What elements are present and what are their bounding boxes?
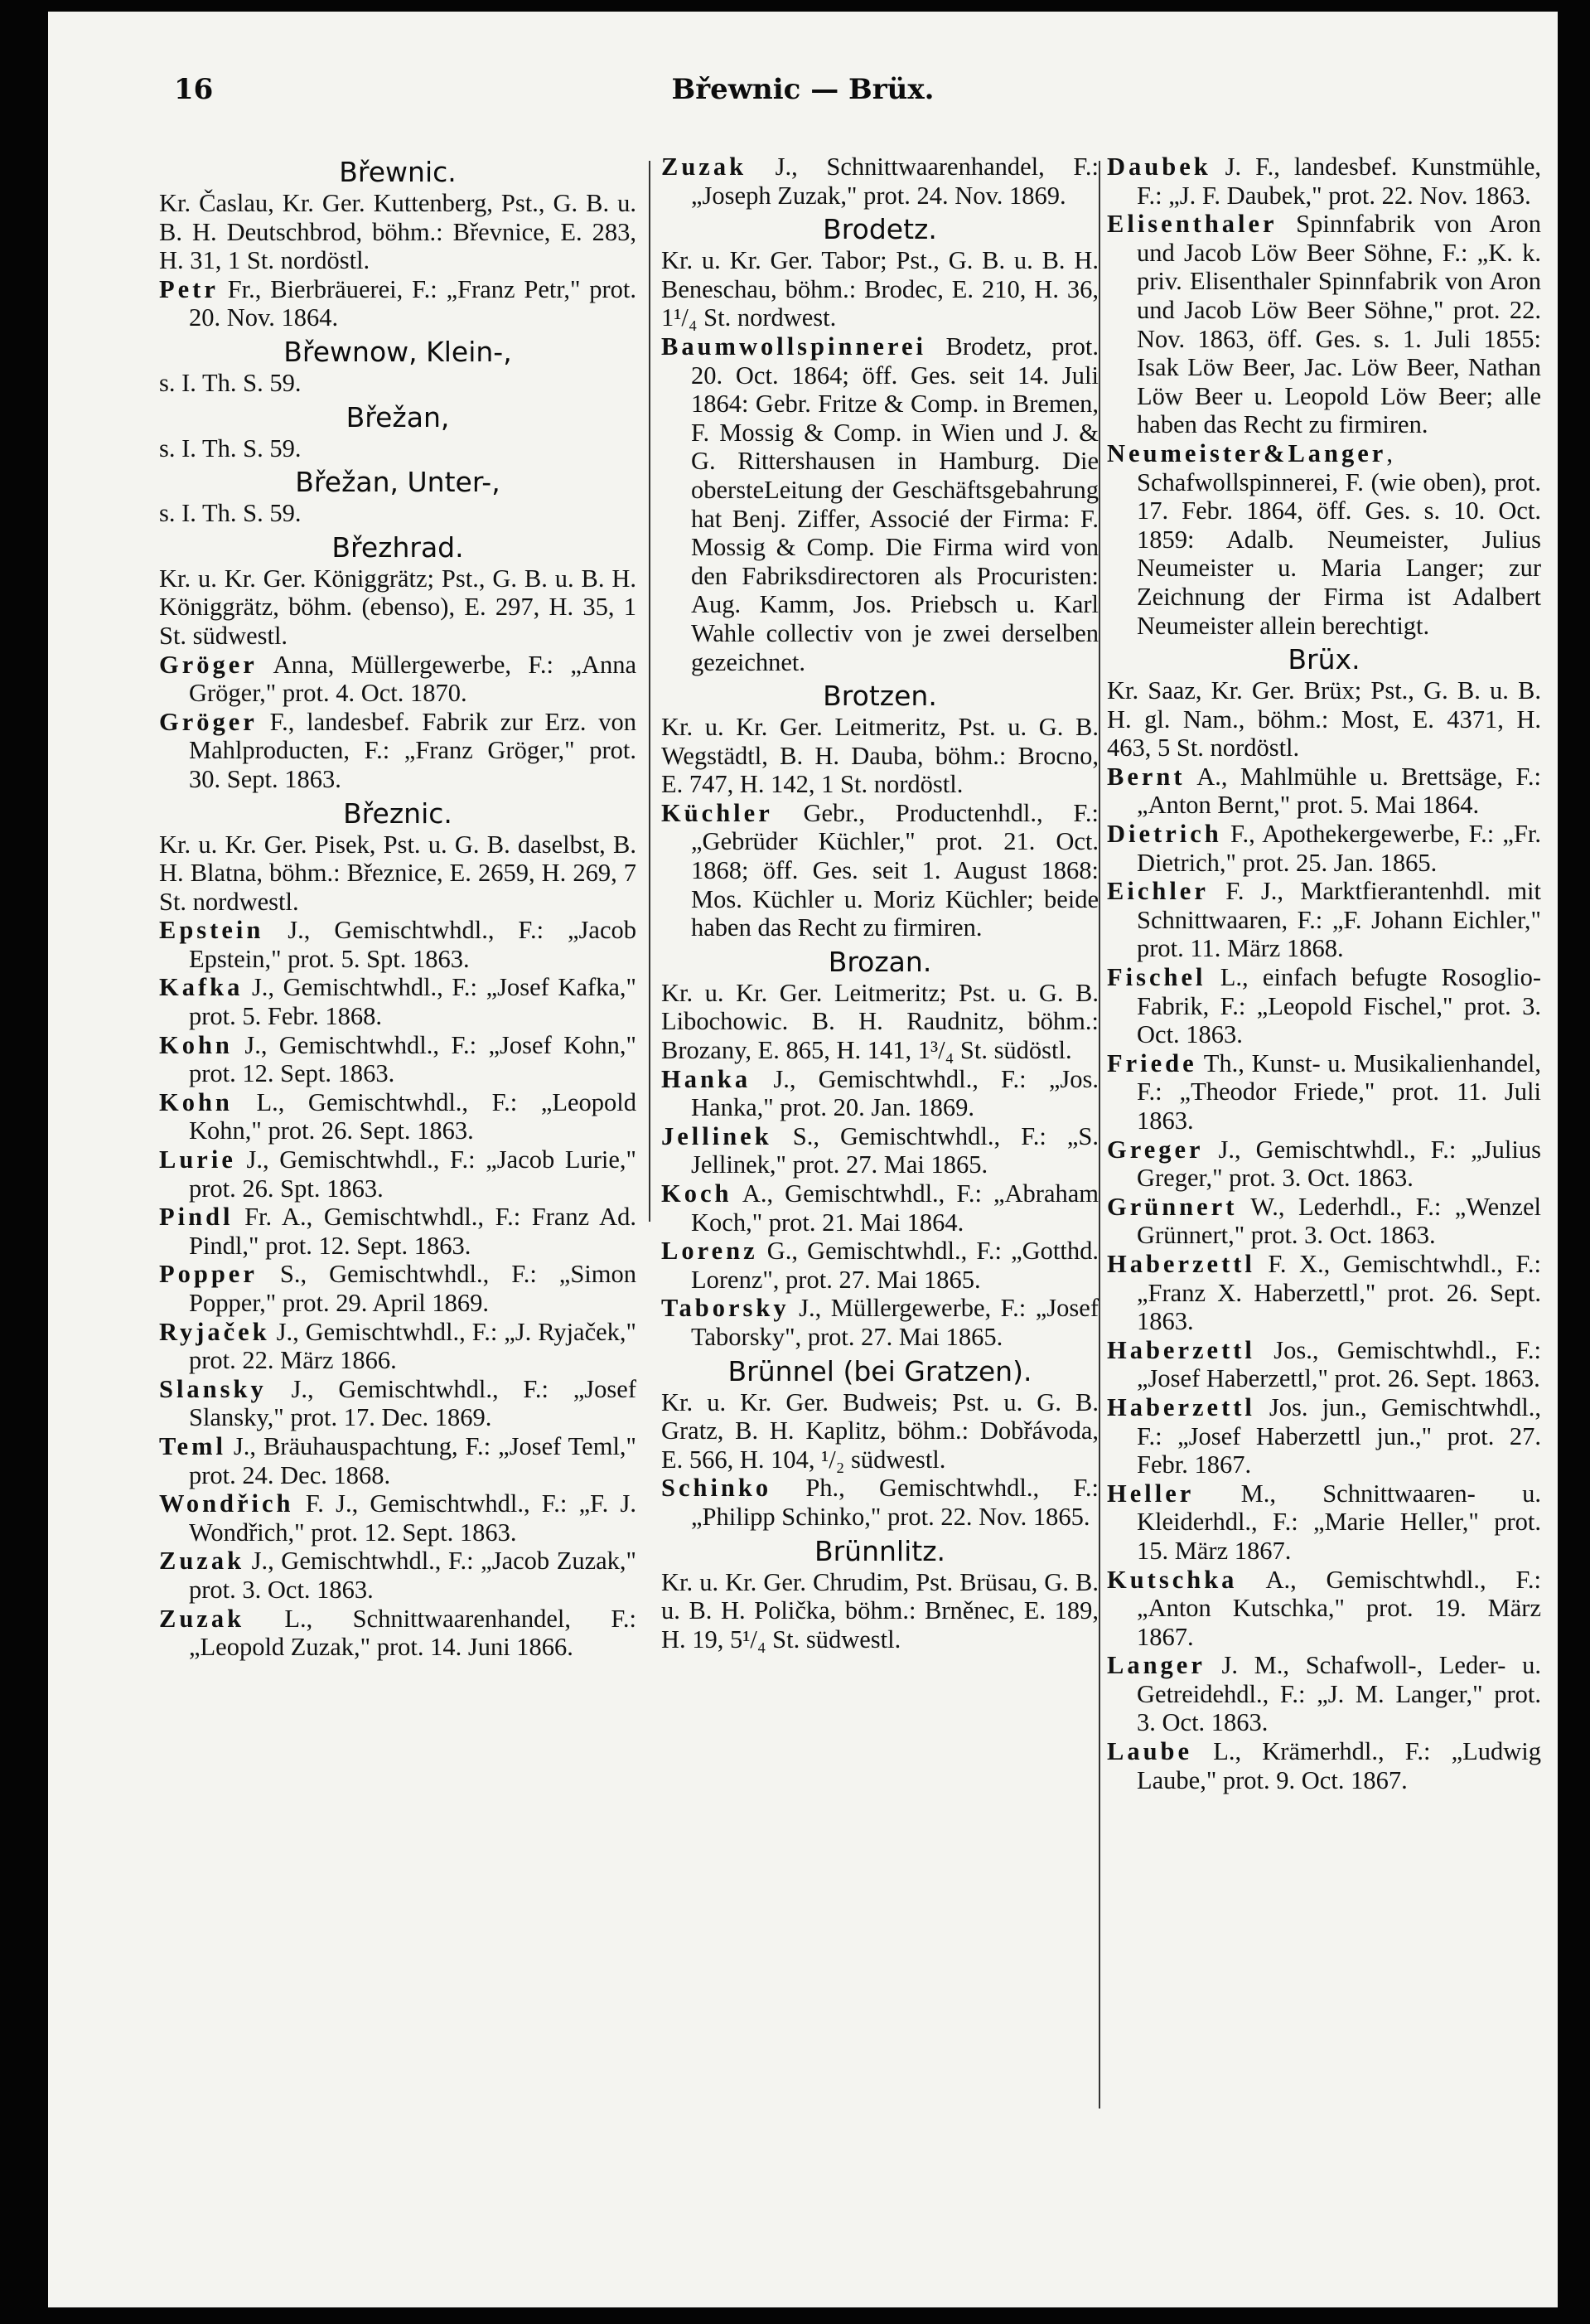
firm-name: Kutschka: [1107, 1565, 1238, 1594]
firm-details: J., Gemischtwhdl., F.: „Josef Kohn," prot. 12. Sept. 1863.: [189, 1030, 636, 1088]
firm-name: Greger: [1107, 1135, 1204, 1164]
firm-name: Küchler: [661, 798, 773, 827]
place-heading: Břežan,: [346, 400, 450, 433]
firm-entry: [1107, 1049, 1541, 1135]
firm-details: A., Gemischtwhdl., F.: „Abraham Koch," prot. 21. Mai 1864.: [691, 1179, 1099, 1237]
firm-entry: [1107, 1135, 1541, 1193]
column-rule-right: [1099, 161, 1100, 2109]
firm-name: Epstein: [159, 916, 264, 945]
place-heading: Brozan.: [828, 945, 932, 978]
firm-name: Daubek: [1107, 153, 1211, 181]
firm-name: Slansky: [159, 1374, 267, 1403]
firm-entry: [661, 332, 1099, 676]
firm-entry: [159, 973, 636, 1030]
firm-name: Teml: [159, 1431, 226, 1460]
firm-entry: [159, 1318, 636, 1375]
firm-details: J., Gemischtwhdl., F.: „Josef Slansky," prot. 17. Dec. 1869.: [189, 1374, 636, 1432]
place-description: s. I. Th. S. 59.: [159, 368, 302, 397]
firm-details: Anna, Müllergewerbe, F.: „Anna Gröger," prot. 4. Oct. 1870.: [189, 650, 636, 708]
firm-details: J., Gemischtwhdl., F.: „Julius Greger," prot. 3. Oct. 1863.: [1137, 1135, 1541, 1193]
firm-entry: [1107, 1250, 1541, 1336]
firm-details: Th., Kunst- u. Musikalienhandel, F.: „Theodor Friede," prot. 11. Juli 1863.: [1137, 1048, 1541, 1135]
firm-entry: [159, 916, 636, 973]
firm-details: J., Gemischtwhdl., F.: „Jacob Lurie," prot. 26. Spt. 1863.: [189, 1145, 636, 1203]
firm-entry: [1107, 153, 1541, 210]
firm-details: A., Mahlmühle u. Brettsäge, F.: „Anton Bernt," prot. 5. Mai 1864.: [1137, 762, 1541, 820]
place-heading: Břewnic.: [339, 156, 457, 188]
firm-details: J., Gemischtwhdl., F.: „Jos. Hanka," prot. 20. Jan. 1869.: [691, 1064, 1099, 1122]
firm-details: L., einfach befugte Rosoglio-Fabrik, F.: „Leopold Fischel," prot. 3. Oct. 1863.: [1137, 963, 1541, 1049]
firm-name: Bernt: [1107, 762, 1186, 791]
place-description: s. I. Th. S. 59.: [159, 433, 302, 462]
firm-details: Brodetz, prot. 20. Oct. 1864; öff. Ges. seit 14. Juli 1864: Gebr. Fritze & Comp. in Bremen, F. Mossig & Comp. in Wien und J. & G. Rittershausen in Hamburg. Die obersteLeitung der Geschäftsgebahrung hat Benj. Ziffer, Associé der Firma: F. Mossig & Comp. Die Firma wird von den Fabriksdirectoren als Procuristen: Aug. Kamm, Jos. Priebsch u. Karl Wahle collectiv von je zwei derselben gezeichnet.: [691, 332, 1099, 676]
firm-name: Pindl: [159, 1203, 234, 1232]
firm-entry: [1107, 1193, 1541, 1250]
column-2: [661, 153, 1099, 2200]
firm-details: F. J., Gemischtwhdl., F.: „F. J. Wondřich," prot. 12. Sept. 1863.: [189, 1489, 636, 1547]
firm-entry: [1107, 1393, 1541, 1479]
firm-entry: [1107, 439, 1541, 640]
firm-name: Friede: [1107, 1048, 1197, 1077]
firm-details: Gebr., Productenhdl., F.: „Gebrüder Küchler," prot. 21. Oct. 1868; öff. Ges. seit 1. August 1868: Mos. Küchler u. Moriz Küchler; beide haben das Recht zu firmiren.: [691, 798, 1099, 942]
firm-name: Hanka: [661, 1064, 752, 1093]
place-heading: Brüx.: [1288, 643, 1360, 676]
firm-entry: [159, 1489, 636, 1547]
firm-name: Grünnert: [1107, 1192, 1238, 1221]
firm-name: Haberzettl: [1107, 1335, 1255, 1364]
place-heading: Brodetz.: [823, 213, 937, 246]
firm-name: Kohn: [159, 1087, 233, 1116]
firm-name: Langer: [1107, 1651, 1206, 1680]
book-page: [48, 12, 1558, 2307]
place-description: Kr. Saaz, Kr. Ger. Brüx; Pst., G. B. u. B. H. gl. Nam., böhm.: Most, E. 4371, H. 463, 5 St. nordöstl.: [1107, 676, 1541, 763]
place-description: Kr. u. Kr. Ger. Leitmeritz; Pst. u. G. B. Libochowic. B. H. Raudnitz, böhm.: Brozany, E. 865, H. 141, 1³/₄ St. südöstl.: [661, 978, 1099, 1065]
firm-details: J. F., landesbef. Kunstmühle, F.: „J. F. Daubek," prot. 22. Nov. 1863.: [1137, 153, 1541, 210]
firm-name: Lurie: [159, 1145, 236, 1174]
firm-entry: [1107, 820, 1541, 877]
firm-entry: [1107, 1336, 1541, 1393]
place-heading: Brünnlitz.: [814, 1534, 946, 1567]
firm-name: Haberzettl: [1107, 1392, 1255, 1421]
firm-name: Kohn: [159, 1030, 233, 1059]
firm-name: Elisenthaler: [1107, 210, 1278, 239]
firm-entry: [159, 275, 636, 332]
firm-entry: [159, 1260, 636, 1317]
firm-entry: [661, 1065, 1099, 1122]
running-title: Břewnic — Brüx.: [671, 73, 935, 106]
firm-entry: [1107, 1737, 1541, 1794]
firm-entry: [661, 1122, 1099, 1179]
firm-name: Schinko: [661, 1474, 772, 1503]
place-description: s. I. Th. S. 59.: [159, 499, 302, 528]
place-heading: Brünnel (bei Gratzen).: [727, 1354, 1032, 1387]
firm-details: Fr., Bierbräuerei, F.: „Franz Petr," prot. 20. Nov. 1864.: [189, 274, 636, 332]
firm-name: Kafka: [159, 973, 244, 1002]
place-heading: Brotzen.: [823, 680, 937, 713]
firm-entry: [661, 1237, 1099, 1294]
firm-details: Ph., Gemischtwhdl., F.: „Philipp Schinko," prot. 22. Nov. 1865.: [691, 1474, 1099, 1531]
firm-entry: [159, 1375, 636, 1432]
column-rule-left: [649, 161, 650, 1222]
firm-entry: [159, 1547, 636, 1604]
place-description: Kr. Časlau, Kr. Ger. Kuttenberg, Pst., G. B. u. B. H. Deutschbrod, böhm.: Břevnice, E. 283, H. 31, 1 St. nordöstl.: [159, 189, 636, 275]
firm-details: F., Apothekergewerbe, F.: „Fr. Dietrich," prot. 25. Jan. 1865.: [1137, 820, 1541, 877]
place-description: Kr. u. Kr. Ger. Chrudim, Pst. Brüsau, G. B. u. B. H. Polička, böhm.: Brněnec, E. 189, H. 19, 5¹/₄ St. südwestl.: [661, 1567, 1099, 1653]
firm-entry: [159, 1145, 636, 1203]
place-heading: Břewnow, Klein-,: [283, 335, 512, 368]
firm-details: J., Gemischtwhdl., F.: „Josef Kafka," prot. 5. Febr. 1868.: [189, 973, 636, 1031]
firm-entry: [159, 651, 636, 708]
firm-name: Taborsky: [661, 1294, 790, 1323]
firm-name: Gröger: [159, 707, 258, 736]
place-description: Kr. u. Kr. Ger. Leitmeritz, Pst. u. G. B. Wegstädtl, B. H. Dauba, böhm.: Brocno, E. 747, H. 142, 1 St. nordöstl.: [661, 713, 1099, 799]
firm-entry: [159, 1605, 636, 1662]
firm-entry: [1107, 763, 1541, 820]
firm-details: G., Gemischtwhdl., F.: „Gotthd. Lorenz", prot. 27. Mai 1865.: [691, 1237, 1099, 1294]
firm-name: Haberzettl: [1107, 1249, 1255, 1278]
firm-details: L., Gemischtwhdl., F.: „Leopold Kohn," prot. 26. Sept. 1863.: [189, 1087, 636, 1145]
firm-entry: [661, 1294, 1099, 1351]
firm-name: Eichler: [1107, 877, 1209, 906]
firm-name: Zuzak: [661, 153, 747, 181]
firm-entry: [661, 799, 1099, 942]
firm-details: , Schafwollspinnerei, F. (wie oben), prot. 17. Febr. 1864, öff. Ges. s. 10. Oct. 1859: Adalb. Neumeister, Julius Neumeister u. Maria Langer; zur Zeichnung der Firma ist Adalbert Neumeister allein berechtigt.: [1137, 438, 1541, 640]
firm-entry: [159, 708, 636, 794]
firm-details: S., Gemischtwhdl., F.: „Simon Popper," prot. 29. April 1869.: [189, 1260, 636, 1317]
firm-name: Heller: [1107, 1479, 1195, 1508]
firm-entry: [1107, 877, 1541, 963]
firm-details: J., Gemischtwhdl., F.: „Jacob Epstein," prot. 5. Spt. 1863.: [189, 916, 636, 973]
firm-details: J., Schnittwaarenhandel, F.: „Joseph Zuzak," prot. 24. Nov. 1869.: [691, 153, 1099, 210]
firm-details: J., Bräuhauspachtung, F.: „Josef Teml," prot. 24. Dec. 1868.: [189, 1431, 636, 1489]
firm-details: Jos., Gemischtwhdl., F.: „Josef Haberzettl," prot. 26. Sept. 1863.: [1137, 1335, 1541, 1393]
firm-name: Neumeister&Langer: [1107, 438, 1387, 467]
firm-details: J., Gemischtwhdl., F.: „J. Ryjaček," prot. 22. März 1866.: [189, 1317, 636, 1375]
firm-entry: [1107, 1651, 1541, 1737]
place-description: Kr. u. Kr. Ger. Pisek, Pst. u. G. B. daselbst, B. H. Blatna, böhm.: Březnice, E. 2659, H. 269, 7 St. nordwestl.: [159, 830, 636, 916]
firm-details: J., Müllergewerbe, F.: „Josef Taborsky", prot. 27. Mai 1865.: [691, 1294, 1099, 1351]
firm-entry: [159, 1031, 636, 1088]
firm-details: F., landesbef. Fabrik zur Erz. von Mahlproducten, F.: „Franz Gröger," prot. 30. Sept. 1863.: [189, 707, 636, 793]
firm-details: Fr. A., Gemischtwhdl., F.: Franz Ad. Pindl," prot. 12. Sept. 1863.: [189, 1203, 636, 1260]
column-1: [159, 153, 636, 2200]
firm-name: Petr: [159, 274, 219, 303]
firm-entry: [661, 153, 1099, 210]
firm-entry: [159, 1203, 636, 1260]
firm-name: Laube: [1107, 1737, 1193, 1766]
place-description: Kr. u. Kr. Ger. Budweis; Pst. u. G. B. Gratz, B. H. Kaplitz, böhm.: Dobřávoda, E. 566, H. 104, ¹/₂ südwestl.: [661, 1387, 1099, 1474]
firm-details: F. X., Gemischtwhdl., F.: „Franz X. Haberzettl," prot. 26. Sept. 1863.: [1137, 1249, 1541, 1336]
firm-entry: [159, 1432, 636, 1489]
firm-name: Zuzak: [159, 1604, 245, 1633]
firm-entry: [661, 1474, 1099, 1531]
firm-entry: [159, 1088, 636, 1145]
place-description: Kr. u. Kr. Ger. Tabor; Pst., G. B. u. B. H. Beneschau, böhm.: Brodec, E. 210, H. 36, 1¹/₄ St. nordwest.: [661, 246, 1099, 332]
firm-details: W., Lederhdl., F.: „Wenzel Grünnert," prot. 3. Oct. 1863.: [1137, 1192, 1541, 1250]
firm-entry: [1107, 963, 1541, 1049]
firm-name: Dietrich: [1107, 820, 1222, 849]
place-heading: Březnic.: [343, 796, 452, 830]
place-heading: Březhrad.: [331, 530, 464, 564]
firm-name: Jellinek: [661, 1121, 772, 1150]
firm-details: Spinnfabrik von Aron und Jacob Löw Beer Söhne, F.: „K. k. priv. Elisenthaler Spinnfabrik von Aron und Jacob Löw Beer Söhne," prot. 22. Nov. 1863, öff. Ges. s. 1. Juli 1855: Isak Löw Beer, Jac. Löw Beer, Nathan Löw Beer u. Leopold Löw Beer; alle haben das Recht zu firmiren.: [1137, 210, 1541, 439]
firm-details: J. M., Schafwoll-, Leder- u. Getreidehdl., F.: „J. M. Langer," prot. 3. Oct. 1863.: [1137, 1651, 1541, 1737]
firm-entry: [1107, 1566, 1541, 1652]
firm-details: L., Schnittwaarenhandel, F.: „Leopold Zuzak," prot. 14. Juni 1866.: [189, 1604, 636, 1662]
running-head: [48, 73, 1558, 114]
firm-name: Koch: [661, 1179, 732, 1208]
firm-name: Zuzak: [159, 1547, 245, 1576]
page-number: 16: [174, 73, 214, 106]
firm-name: Ryjaček: [159, 1317, 270, 1346]
firm-details: L., Krämerhdl., F.: „Ludwig Laube," prot. 9. Oct. 1867.: [1137, 1737, 1541, 1794]
column-3: [1107, 153, 1541, 2200]
firm-name: Fischel: [1107, 963, 1206, 992]
firm-name: Gröger: [159, 650, 258, 679]
firm-details: F. J., Marktfierantenhdl. mit Schnittwaaren, F.: „F. Johann Eichler," prot. 11. März 1868.: [1137, 877, 1541, 963]
firm-entry: [1107, 1479, 1541, 1566]
place-heading: Břežan, Unter-,: [295, 466, 500, 499]
firm-details: A., Gemischtwhdl., F.: „Anton Kutschka," prot. 19. März 1867.: [1137, 1565, 1541, 1651]
firm-details: S., Gemischtwhdl., F.: „S. Jellinek," prot. 27. Mai 1865.: [691, 1121, 1099, 1179]
place-description: Kr. u. Kr. Ger. Königgrätz; Pst., G. B. u. B. H. Königgrätz, böhm. (ebenso), E. 297, H. 35, 1 St. südwestl.: [159, 564, 636, 650]
firm-name: Popper: [159, 1260, 258, 1289]
firm-entry: [1107, 210, 1541, 439]
firm-details: M., Schnittwaaren- u. Kleiderhdl., F.: „Marie Heller," prot. 15. März 1867.: [1137, 1479, 1541, 1565]
firm-details: Jos. jun., Gemischtwhdl., F.: „Josef Haberzettl jun.," prot. 27. Febr. 1867.: [1137, 1392, 1541, 1479]
firm-name: Baumwollspinnerei: [661, 332, 926, 361]
firm-name: Wondřich: [159, 1489, 294, 1518]
firm-entry: [661, 1179, 1099, 1237]
firm-details: J., Gemischtwhdl., F.: „Jacob Zuzak," prot. 3. Oct. 1863.: [189, 1547, 636, 1604]
firm-name: Lorenz: [661, 1237, 758, 1266]
